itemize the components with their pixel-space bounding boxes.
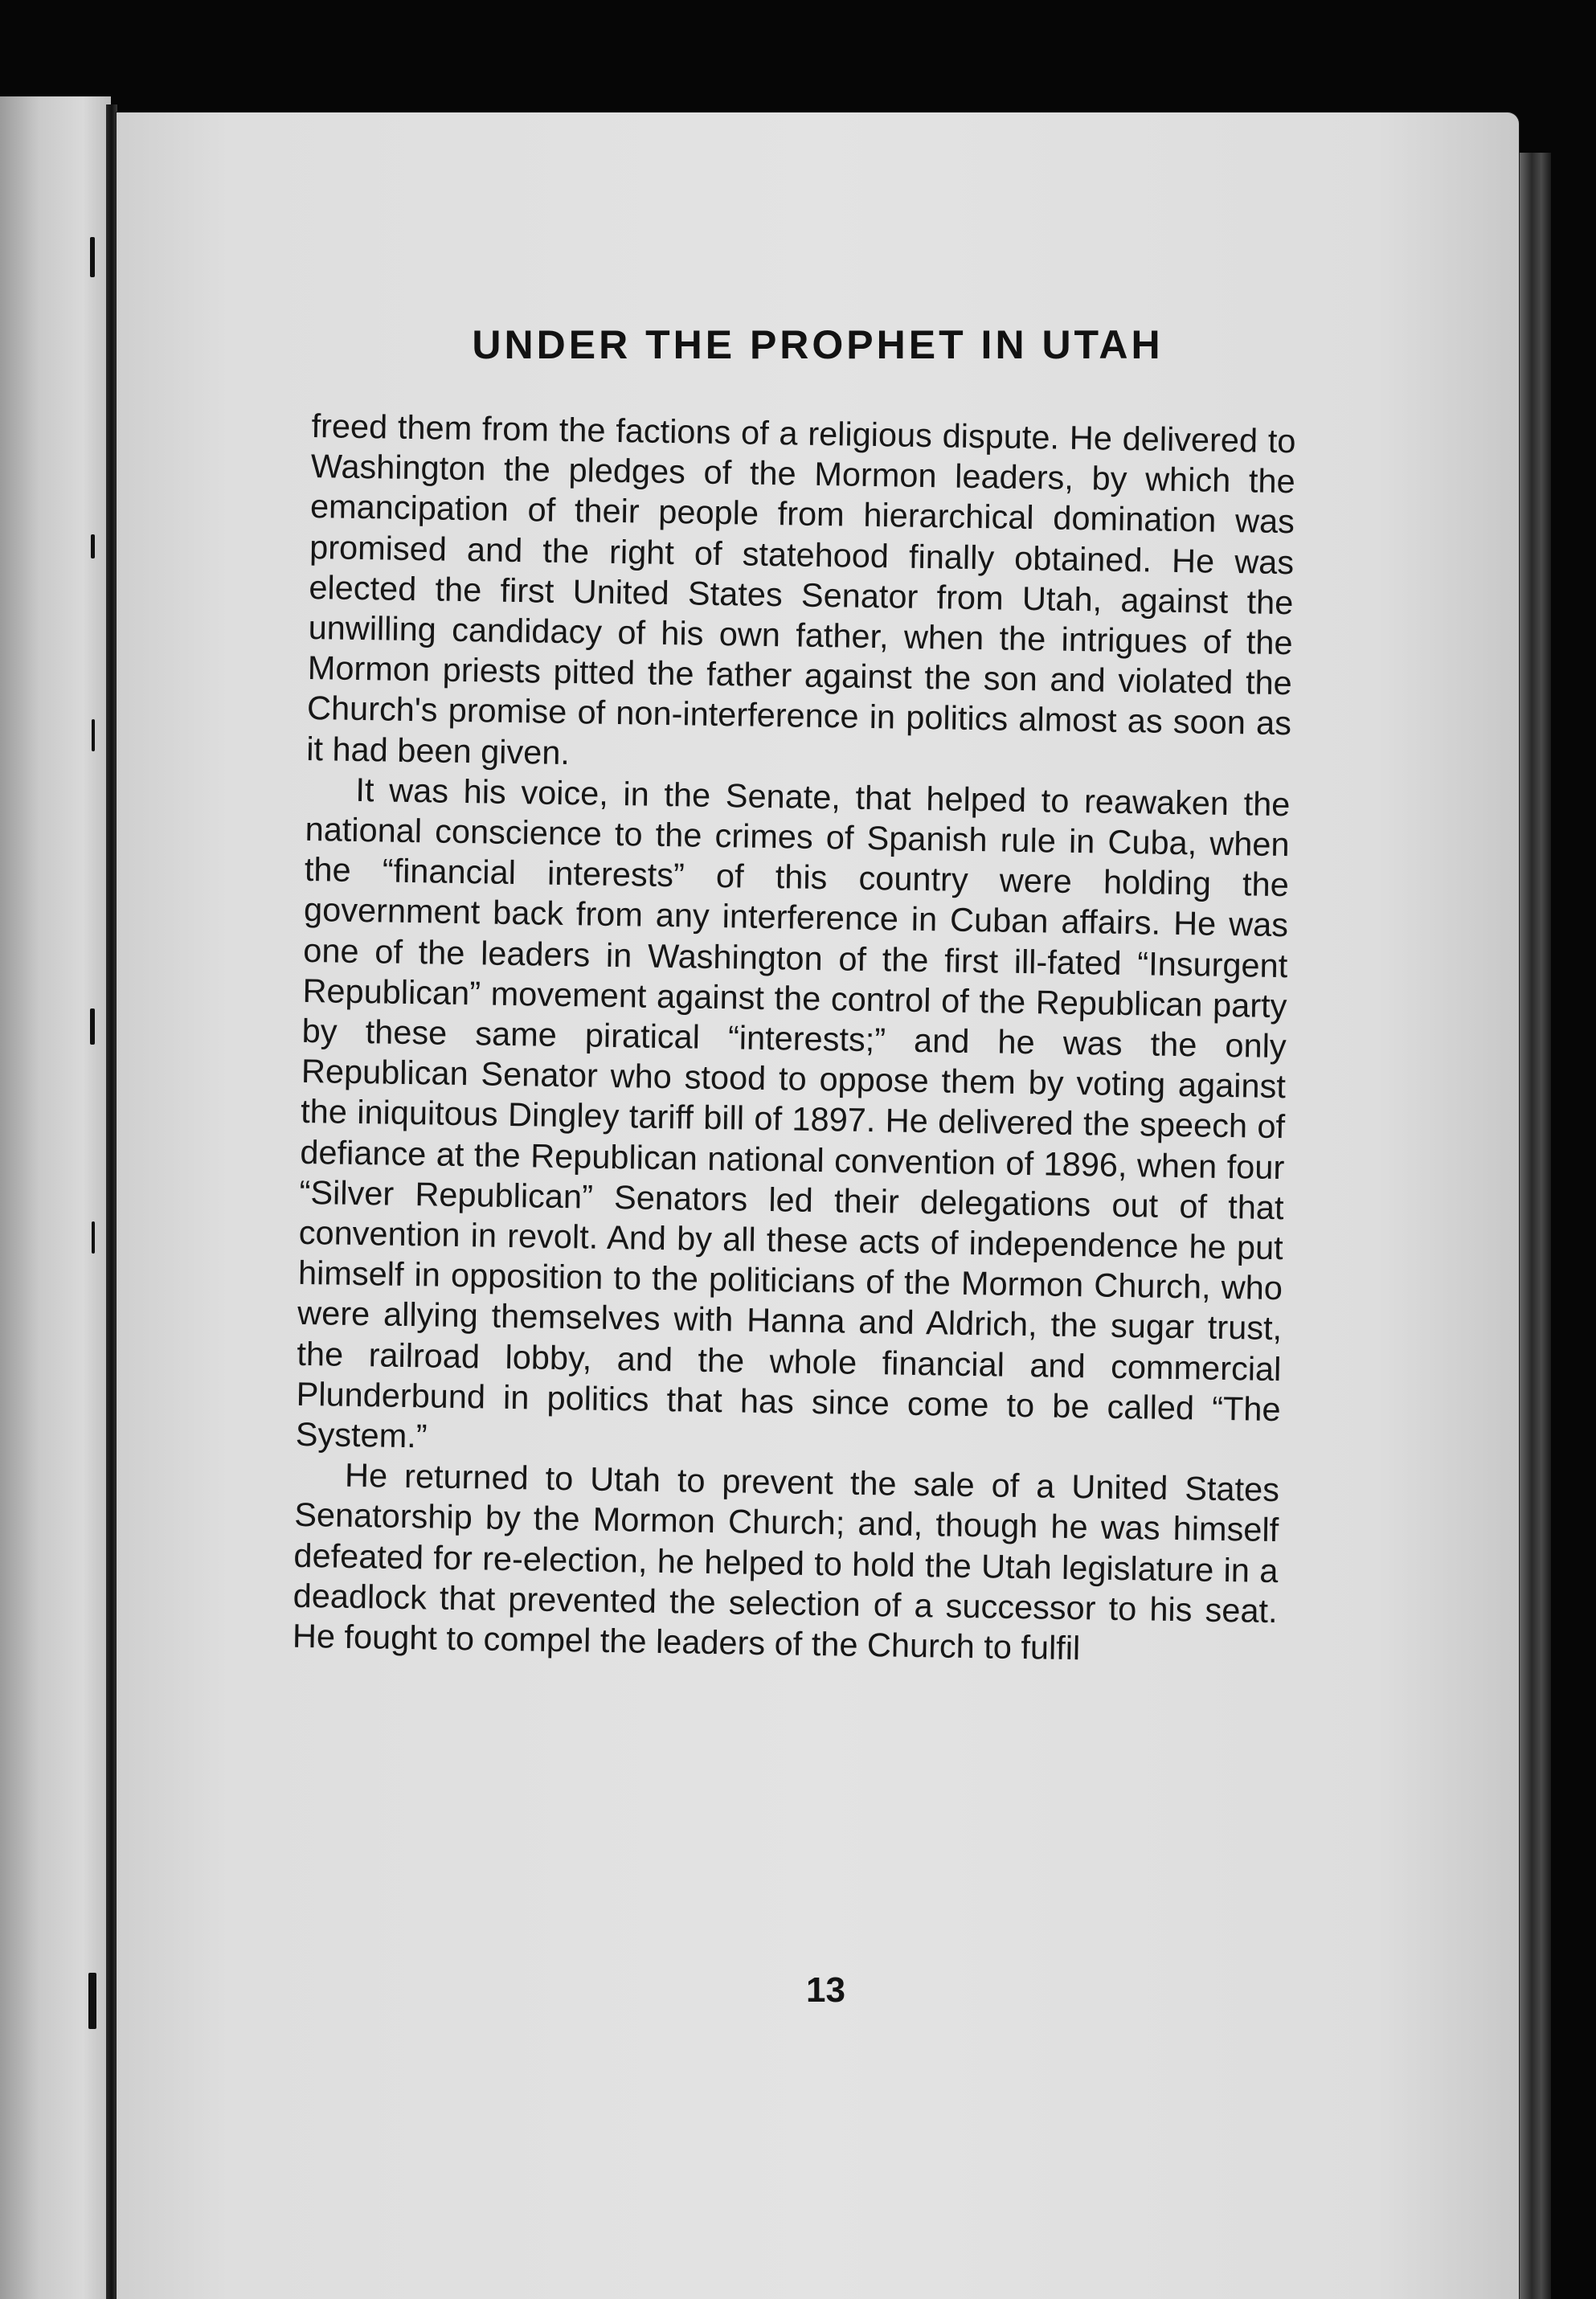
ink-mark bbox=[91, 534, 95, 558]
ink-mark bbox=[92, 1221, 95, 1254]
ink-mark bbox=[90, 237, 95, 277]
book-gutter bbox=[106, 104, 117, 2299]
page-body bbox=[293, 406, 1296, 1671]
ink-mark bbox=[90, 1008, 95, 1045]
paragraph-2: It was his voice, in the Senate, that helped to reawaken the national conscience to the crimes of Spanish rule in Cuba, when the “financial interests” of this country were holding the government back from any interference in Cuban affairs. He was one of the leaders in Washington of the first ill-fated “Insurgent Republican” movement against the control of the Republican party by these same piratical “interests;” and he was the only Republican Senator who stood to oppose them by voting against the iniquitous Dingley tariff bill of 1897. He delivered the speech of defiance at the Republican national convention of 1896, when four “Silver Republican” Senators led their delegations out of that convention in revolt. And by all these acts of independence he put himself in opposition to the politicians of the Mormon Church, who were allying themselves with Hanna and Aldrich, the sugar trust, the railroad lobby, and the whole financial and commercial Plunderbund in politics that has since come to be called “The System.” bbox=[295, 770, 1291, 1455]
paragraph-3: He returned to Utah to prevent the sale of a United States Senatorship by the Mormon Church; and, though he was himself defeated for re-election, he helped to hold the Utah legislature in a deadlock that prevented the selection of a successor to his seat. He fought to compel the leaders of the Church to fulfil bbox=[292, 1456, 1280, 1667]
page-edge-shadow bbox=[1519, 153, 1551, 2299]
paragraph-1: freed them from the factions of a religious dispute. He delivered to Washington the pledges of the Mormon leaders, by which the emancipation of their people from hierarchical domination was promised and the right of statehood finally obtained. He was elected the first United States Senator from Utah, against the unwilling candidacy of his own father, when the intrigues of the Mormon priests pitted the father against the son and violated the Church's promise of non-interference in politics almost as soon as it had been given. bbox=[305, 406, 1296, 771]
ink-mark bbox=[92, 719, 95, 751]
running-head: UNDER THE PROPHET IN UTAH bbox=[472, 322, 1164, 367]
ink-mark bbox=[88, 1973, 96, 2029]
page-number: 13 bbox=[806, 1970, 845, 2010]
previous-page-edge bbox=[0, 96, 111, 2299]
